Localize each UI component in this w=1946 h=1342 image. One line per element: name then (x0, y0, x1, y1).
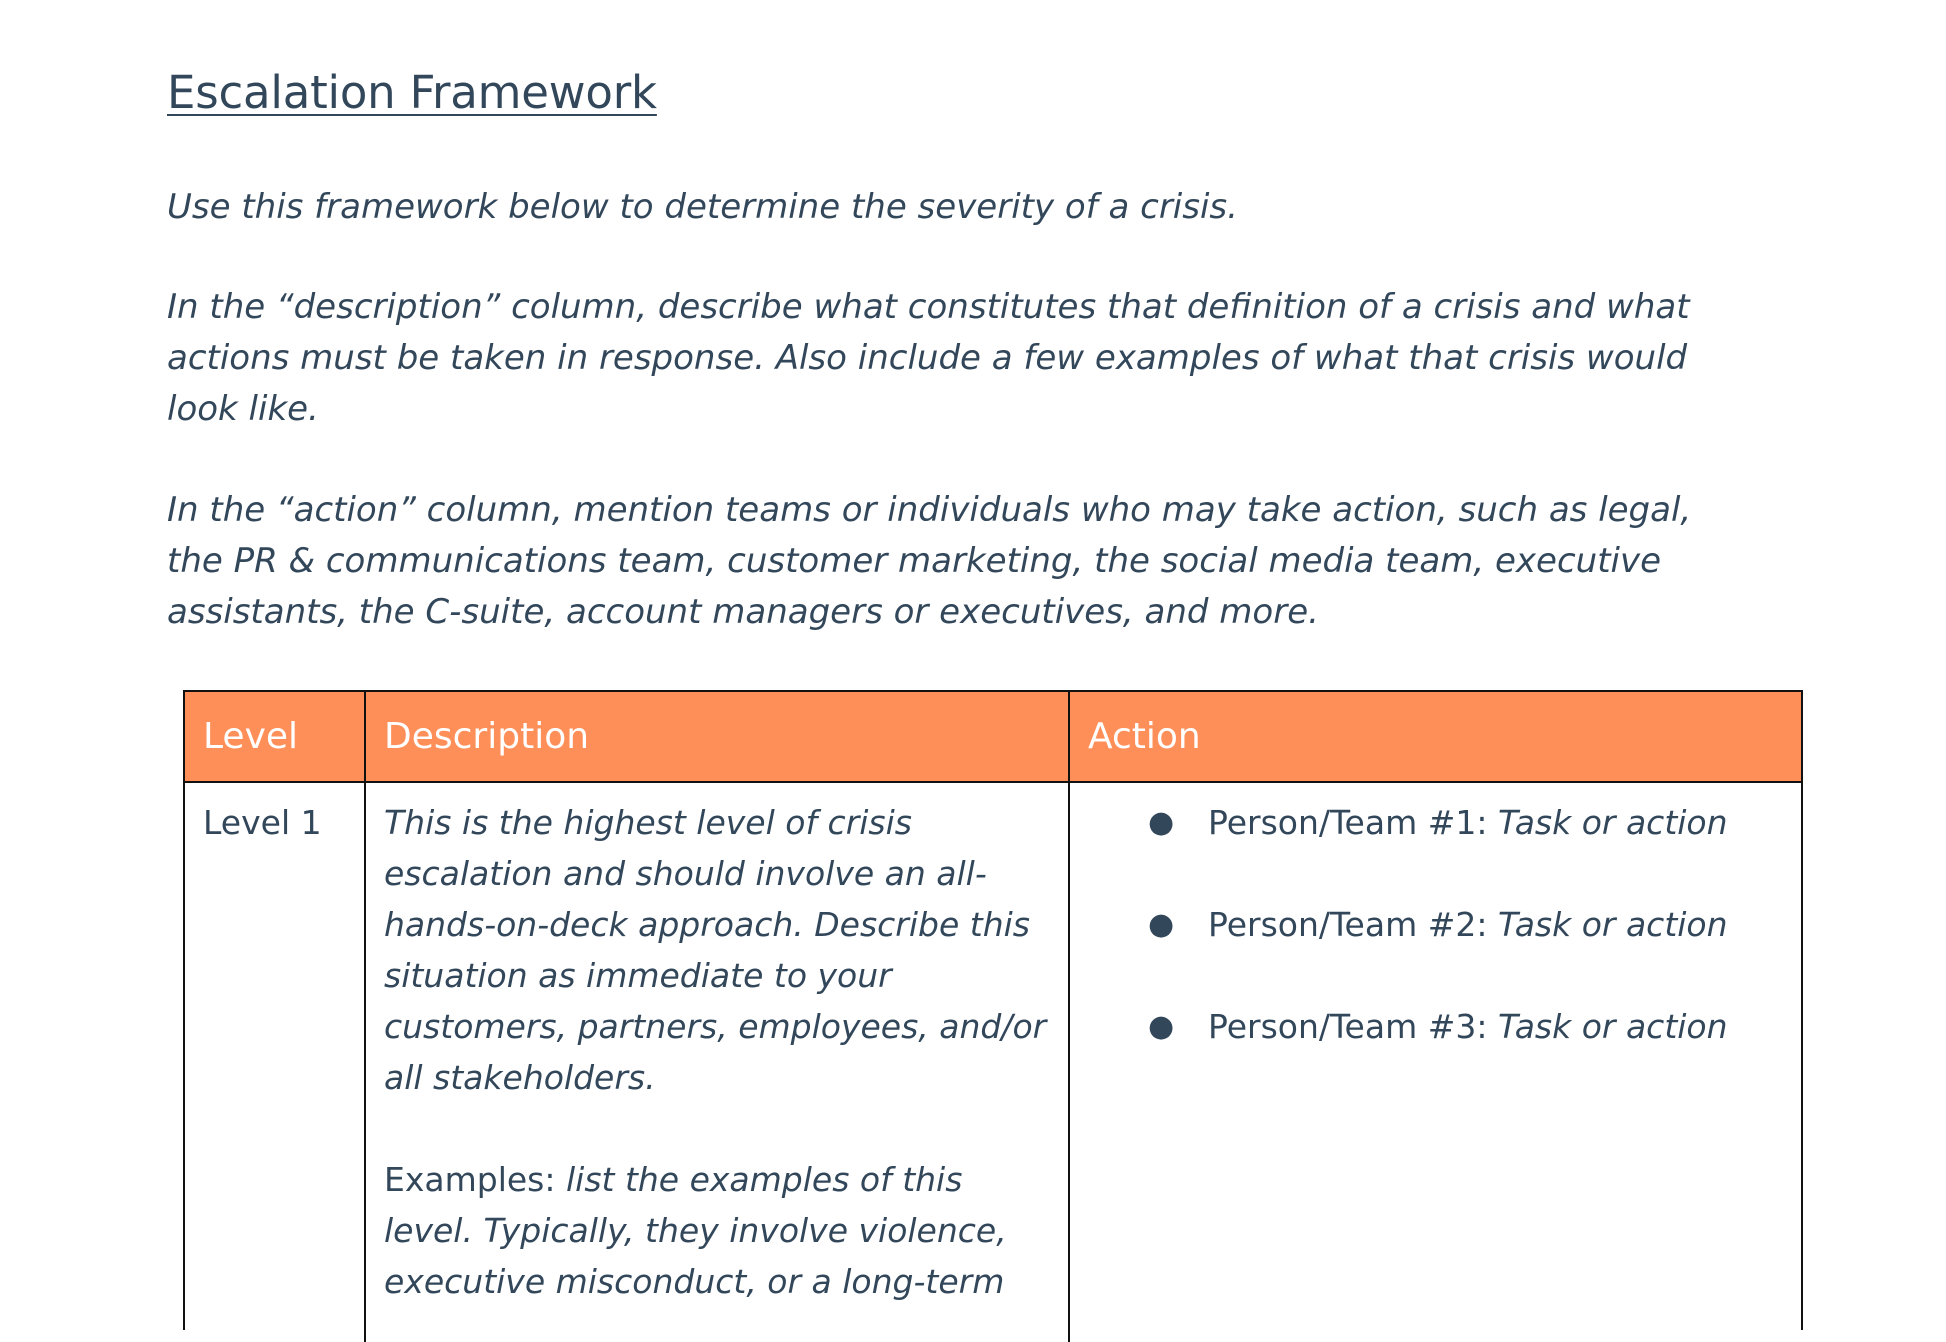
action-cell (1069, 782, 1801, 1342)
examples-body: list the examples of this level. Typically, they involve violence, executive misconduct, or a long-term (384, 1160, 1007, 1301)
document-title: Escalation Framework (167, 66, 657, 119)
level-cell: Level 1 (185, 782, 365, 1342)
header-description: Description (365, 692, 1069, 782)
bullet-icon: ● (1148, 1009, 1175, 1044)
table-header-row (185, 692, 1801, 782)
header-level: Level (185, 692, 365, 782)
header-action: Action (1069, 692, 1801, 782)
list-item (1148, 899, 1783, 950)
bullet-icon: ● (1148, 907, 1175, 942)
action-task: Task or action (1498, 803, 1728, 842)
description-instructions-paragraph: In the “description” column, describe what constitutes that definition of a crisis and what actions must be taken in response. Also include a few examples of what that crisis would look like. (167, 287, 1690, 429)
table-row (185, 782, 1801, 1342)
escalation-table (183, 690, 1803, 1330)
examples-label: Examples: (384, 1160, 556, 1199)
action-list (1088, 797, 1783, 1052)
action-person: Person/Team #2: (1208, 905, 1488, 944)
action-person: Person/Team #1: (1208, 803, 1488, 842)
bullet-icon: ● (1148, 805, 1175, 840)
intro-paragraph: Use this framework below to determine the severity of a crisis. (167, 187, 1238, 227)
description-text: This is the highest level of crisis escalation and should involve an all-hands-on-deck approach. Describe this situation as immediate to your customers, partners, employees, and/or all stakeholders. (384, 803, 1047, 1097)
action-task: Task or action (1498, 1007, 1728, 1046)
examples-text (384, 1154, 1050, 1307)
action-instructions-paragraph: In the “action” column, mention teams or individuals who may take action, such as legal, the PR & communications team, customer marketing, the social media team, executive assistants, the C-suite, account managers or executives, and more. (167, 490, 1692, 632)
description-cell (365, 782, 1069, 1342)
list-item (1148, 797, 1783, 848)
action-person: Person/Team #3: (1208, 1007, 1488, 1046)
list-item (1148, 1001, 1783, 1052)
action-task: Task or action (1498, 905, 1728, 944)
